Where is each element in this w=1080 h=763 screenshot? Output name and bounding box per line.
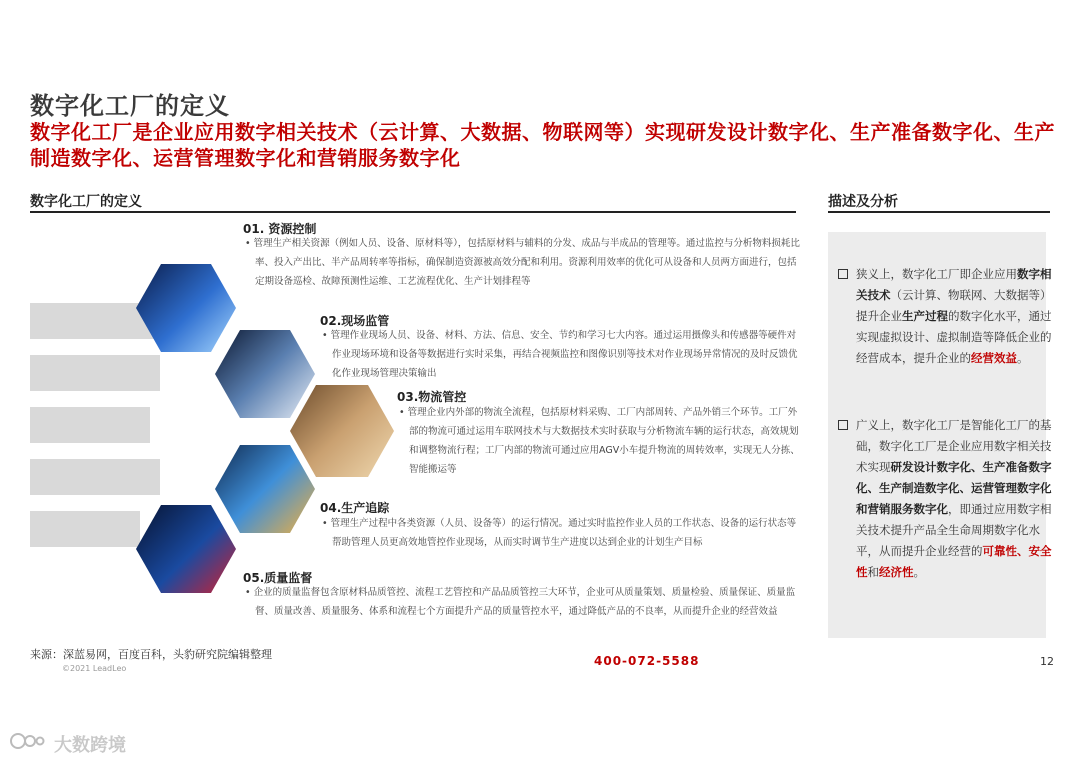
right-section-rule: [828, 211, 1050, 213]
phone-number: 400-072-5588: [594, 654, 700, 668]
analysis-broad-definition: 广义上，数字化工厂是智能化工厂的基础，数字化工厂是企业应用数字相关技术实现研发设计数字化、生产准备数字化、生产制造数字化、运营管理数字化和营销服务数字化，即通过应用数字相关技术提升产品全生命周期数字化水平，从而提升企业经营的可靠性、安全性和经济性。: [838, 415, 1056, 583]
item-text-logistics: • 管理企业内外部的物流全流程，包括原材料采购、工厂内部周转、产品外销三个环节。工厂外部的物流可通过运用车联网技术与大数据技术实时获取与分析物流车辆的运行状态，高效规划和调整物流行程；工厂内部的物流可通过应用AGV小车提升物流的周转效率，实现无人分拣、智能搬运等: [397, 403, 804, 479]
analysis-narrow-definition: 狭义上，数字化工厂即企业应用数字相关技术（云计算、物联网、大数据等）提升企业生产过程的数字化水平，通过实现虚拟设计、虚拟制造等降低企业的经营成本，提升企业的经营效益。: [838, 264, 1056, 369]
page-subtitle: 数字化工厂是企业应用数字相关技术（云计算、大数据、物联网等）实现研发设计数字化、生产准备数字化、生产制造数字化、运营管理数字化和营销服务数字化: [30, 120, 1055, 170]
checkbox-icon: [838, 420, 848, 430]
right-section-heading: 描述及分析: [828, 194, 898, 210]
page-number: 12: [1040, 655, 1054, 668]
watermark-logo-icon: [10, 730, 50, 752]
gray-bar-2: [30, 355, 160, 391]
item-text-resource-control: • 管理生产相关资源（例如人员、设备、原材料等），包括原材料与辅料的分发、成品与半成品的管理等。通过监控与分析物料损耗比率、投入产出比、半产品周转率等指标，确保制造资源被高效分配和利用。资源利用效率的优化可从设备和人员两方面进行，包括定期设备巡检、故障预测性运维、工艺流程优化、生产计划排程等: [243, 234, 805, 291]
checkbox-icon: [838, 269, 848, 279]
hex-image-quality-supervision: [136, 505, 236, 593]
gray-bar-3: [30, 407, 150, 443]
hex-image-site-monitoring: [215, 330, 315, 418]
left-section-heading: 数字化工厂的定义: [30, 194, 142, 210]
item-title-logistics: 03.物流管控: [397, 390, 467, 404]
item-title-quality-supervision: 05.质量监督: [243, 571, 313, 585]
analysis-panel: [828, 232, 1052, 638]
gray-bar-5: [30, 511, 140, 547]
gray-bar-4: [30, 459, 160, 495]
item-title-resource-control: 01. 资源控制: [243, 222, 317, 236]
page-title: 数字化工厂的定义: [30, 92, 230, 120]
item-text-site-monitoring: • 管理作业现场人员、设备、材料、方法、信息、安全、节约和学习七大内容。通过运用摄像头和传感器等硬件对作业现场环境和设备等数据进行实时采集，再结合视频监控和图像识别等技术对作业现场异常情况的及时反馈优化作业现场管理决策输出: [320, 326, 804, 383]
item-text-quality-supervision: • 企业的质量监督包含原材料品质管控、流程工艺管控和产品品质管控三大环节，企业可从质量策划、质量检验、质量保证、质量监督、质量改善、质量服务、体系和流程七个方面提升产品的质量管控水平，通过降低产品的不良率，从而提升企业的经营效益: [243, 583, 805, 621]
copyright: ©2021 LeadLeo: [62, 664, 127, 673]
item-text-production-tracking: • 管理生产过程中各类资源（人员、设备等）的运行情况。通过实时监控作业人员的工作状态、设备的运行状态等帮助管理人员更高效地管控作业现场，从而实时调节生产进度以达到企业的计划生产目标: [320, 514, 804, 552]
item-title-production-tracking: 04.生产追踪: [320, 501, 390, 515]
left-section-rule: [30, 211, 796, 213]
hex-image-logistics: [290, 385, 394, 477]
watermark-text: 大数跨境: [54, 735, 126, 756]
hex-image-production-tracking: [215, 445, 315, 533]
item-title-site-monitoring: 02.现场监管: [320, 314, 390, 328]
source-note: 来源：深蓝易网，百度百科，头豹研究院编辑整理: [30, 648, 272, 661]
